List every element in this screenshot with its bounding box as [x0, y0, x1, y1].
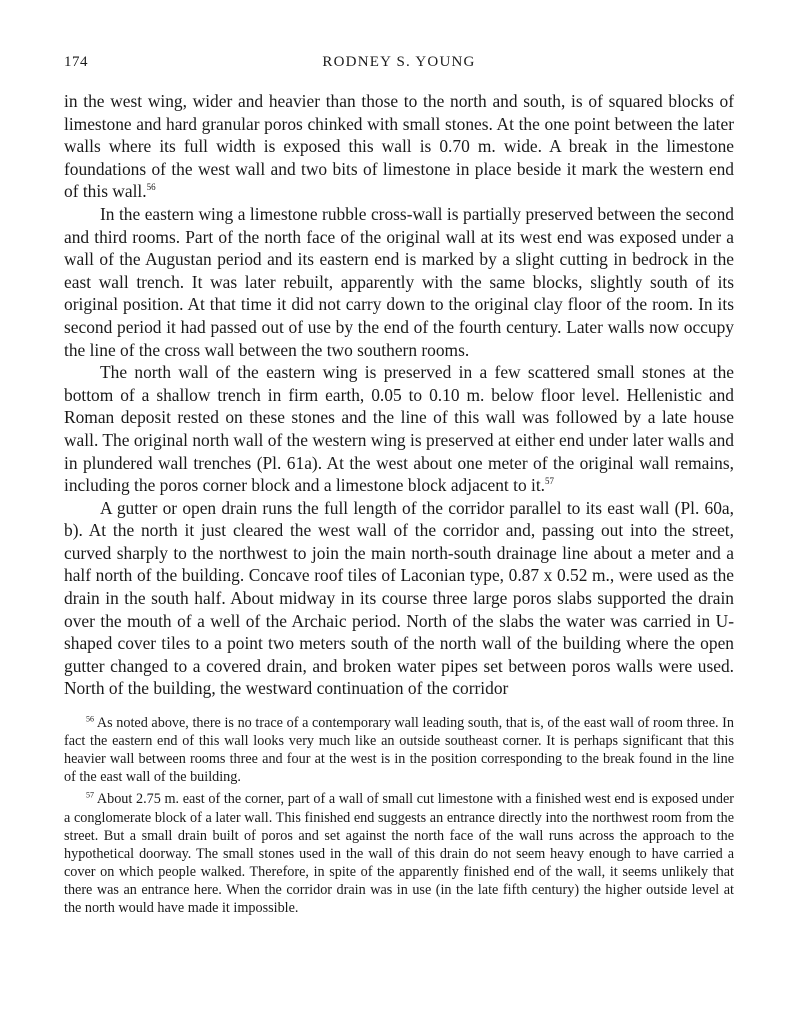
page [64, 50, 734, 921]
running-head [64, 50, 734, 76]
footnote: $^{57}$ About 2.75 m. east of the corner, part of a wall of small cut limestone with a finished west end is exposed under a conglomerate block of a later wall. This finished end suggests an entrance directly into the northwest room from the street. But a small drain built of poros and set against the north face of the wall runs across the approach to the hypothetical doorway. The small stones used in the wall of this drain do not seem heavy enough to have carried a cover on which people walked. Therefore, in spite of the apparently finished end of the wall, it seems unlikely that there was an entrance here. When the corridor drain was in use (in the late fifth century) the higher outside level at the north would have made it impossible. [64, 790, 735, 916]
footnote: $^{56}$ As noted above, there is no trace of a contemporary wall leading south, that is, of the east wall of room three. In fact the eastern end of this wall looks very much like an outside southeast corner. It is perhaps significant that this heavier wall between rooms three and four at the west is in the position corresponding to the break found in the line of the east wall of the building. [64, 714, 734, 786]
footnote-reference[interactable]: 57 [545, 476, 555, 487]
body-text [64, 90, 734, 700]
paragraph: in the west wing, wider and heavier than those to the north and south, is of squared blocks of limestone and hard granular poros chinked with small stones. At the one point between the later walls where its full width is exposed this wall is 0.70 m. wide. A break in the limestone foundations of the west wall and two bits of limestone in place beside it mark the western end of this wall.$^{56}$ [64, 91, 734, 202]
running-title: RODNEY S. YOUNG [322, 54, 476, 70]
footnotes [64, 714, 734, 917]
page-number: 174 [64, 54, 88, 70]
footnote-number: 56 [86, 714, 94, 724]
paragraph: In the eastern wing a limestone rubble cross-wall is partially preserved between the second and third rooms. Part of the north face of the original wall at its west end was exposed under a wall of the Augustan period and its eastern end is marked by a slight cutting in bedrock in the east wall trench. It was later rebuilt, apparently with the same blocks, slightly south of its original position. At that time it did not carry down to the original clay floor of the room. In its second period it had passed out of use by the end of the fourth century. Later walls now occupy the line of the cross wall between the two southern rooms. [64, 203, 734, 360]
footnote-reference[interactable]: 56 [146, 182, 156, 193]
paragraph: The north wall of the eastern wing is preserved in a few scattered small stones at the bottom of a shallow trench in firm earth, 0.05 to 0.10 m. below floor level. Hellenistic and Roman deposit rested on these stones and the line of this wall was followed by a late house wall. The original north wall of the western wing is preserved at either end under later walls and in plundered wall trenches (Pl. 61a). At the west about one meter of the original wall remains, including the poros corner block and a limestone block adjacent to it.$^{57}$ [64, 362, 734, 496]
footnote-number: 57 [86, 790, 94, 800]
paragraph: A gutter or open drain runs the full length of the corridor parallel to its east wall (Pl. 60a, b). At the north it just cleared the west wall of the corridor and, passing out into the street, curved sharply to the northwest to join the main north-south drainage line about a meter and a half north of the building. Concave roof tiles of Laconian type, 0.87 x 0.52 m., were used as the drain in the south half. About midway in its course three large poros slabs supported the drain over the mouth of a well of the Archaic period. North of the slabs the water was carried in U-shaped cover tiles to a point two meters south of the north wall of the building where the open gutter changed to a covered drain, and broken water pipes set between poros walls were used. North of the building, the westward continuation of the corridor [64, 497, 734, 699]
